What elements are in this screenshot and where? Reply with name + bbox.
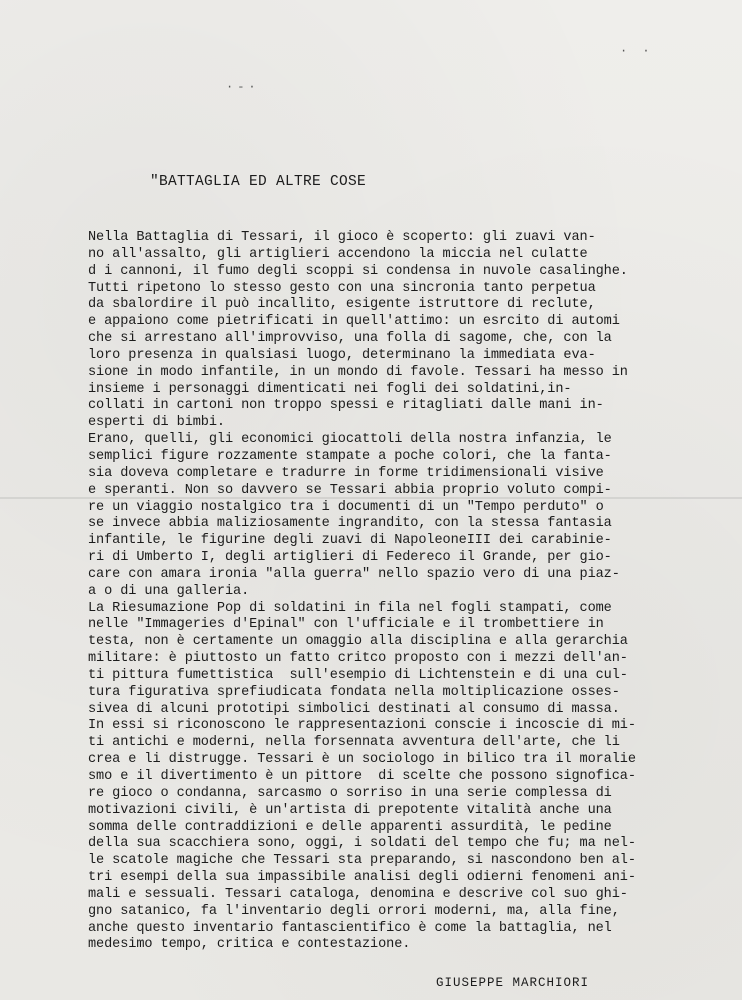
body-line: che si arrestano all'improvviso, una folla di sagome, che, con la [88,331,612,347]
body-line: nelle "Immageries d'Epinal" con l'ufficiale e il trombettiere in [88,617,604,633]
body-line: medesimo tempo, critica e contestazione. [88,937,411,953]
body-line: re un viaggio nostalgico tra i documenti di un "Tempo perduto" o [88,499,604,515]
body-line: tura figurativa sprefiudicata fondata nella moltiplicazione osses- [88,684,620,700]
body-line: da sbalordire il può incallito, esigente istruttore di reclute, [88,297,596,313]
body-line: somma delle contraddizioni e delle apparenti assurdità, le pedine [88,819,612,835]
body-line: se invece abbia maliziosamente ingrandito, con la stessa fantasia [88,516,612,532]
document-title: "BATTAGLIA ED ALTRE COSE [150,174,367,190]
body-line: gno satanico, fa l'inventario degli orrori moderni, ma, alla fine, [88,903,620,919]
body-line: a o di una galleria. [88,583,250,599]
body-line: militare: è piuttosto un fatto critco proposto con i mezzi dell'an- [88,651,628,667]
body-line: tri esempi della sua impassibile analisi degli odierni fenomeni ani- [88,870,636,886]
body-line: loro presenza in qualsiasi luogo, determinano la immediata eva- [88,347,596,363]
body-line: infantile, le figurine degli zuavi di NapoleoneIII dei carabinie- [88,533,612,549]
ink-speck: · · [620,44,654,58]
body-line: collati in cartoni non troppo spessi e ritagliati dalle mani in- [88,398,604,414]
body-line: d i cannoni, il fumo degli scoppi si condensa in nuvole casalinghe. [88,263,628,279]
body-line: ri di Umberto I, degli artiglieri di Federeco il Grande, per gio- [88,550,612,566]
body-line: e appaiono come pietrificati in quell'attimo: un esrcito di automi [88,314,620,330]
document-body [88,230,738,954]
body-line: re gioco o condanna, sarcasmo o sorriso in una serie complessa di [88,785,612,801]
body-line: Erano, quelli, gli economici giocattoli della nostra infanzia, le [88,432,612,448]
body-line: esperti di bimbi. [88,415,225,431]
body-line: motivazioni civili, è un'artista di prepotente vitalità anche una [88,802,612,818]
body-line: care con amara ironia "alla guerra" nello spazio vero di una piaz- [88,566,620,582]
body-line: e speranti. Non so davvero se Tessari abbia proprio voluto compi- [88,482,612,498]
body-line: In essi si riconoscono le rappresentazioni conscie i incoscie di mi- [88,718,636,734]
body-line: sivea di alcuni prototipi simbolici destinati al consumo di massa. [88,701,620,717]
body-line: crea e li distrugge. Tessari è un sociologo in bilico tra il moralie [88,752,636,768]
body-line: smo e il divertimento è un pittore di scelte che possono signofica- [88,769,636,784]
body-line: semplici figure rozzamente stampate a poche colori, che la fanta- [88,448,612,464]
body-line: no all'assalto, gli artiglieri accendono la miccia nel culatte [88,246,588,262]
body-line: sione in modo infantile, in un mondo di favole. Tessari ha messo in [88,364,628,380]
ink-speck: ·-· [226,80,260,94]
author-signature: GIUSEPPE MARCHIORI [436,976,590,990]
body-line: le scatole magiche che Tessari sta preparando, si nascondono ben al- [88,853,636,869]
body-line: insieme i personaggi dimenticati nei fogli dei soldatini,in- [88,381,572,397]
body-line: mali e sessuali. Tessari cataloga, denomina e descrive col suo ghi- [88,886,628,902]
body-line: La Riesumazione Pop di soldatini in fila nel fogli stampati, come [88,600,612,616]
body-line: sia doveva completare e tradurre in forme tridimensionali visive [88,465,604,481]
body-line: della sua scacchiera sono, oggi, i soldati del tempo che fu; ma nel- [88,836,636,852]
body-line: anche questo inventario fantascientifico è come la battaglia, nel [88,920,612,936]
body-line: Tutti ripetono lo stesso gesto con una sincronia tanto perpetua [88,280,596,296]
body-line: ti antichi e moderni, nella forsennata avventura dell'arte, che li [88,735,620,751]
body-line: Nella Battaglia di Tessari, il gioco è scoperto: gli zuavi van- [88,230,596,245]
body-line: testa, non è certamente un omaggio alla disciplina e alla gerarchia [88,634,628,650]
body-line: ti pittura fumettistica sull'esempio di Lichtenstein e di una cul- [88,667,628,683]
